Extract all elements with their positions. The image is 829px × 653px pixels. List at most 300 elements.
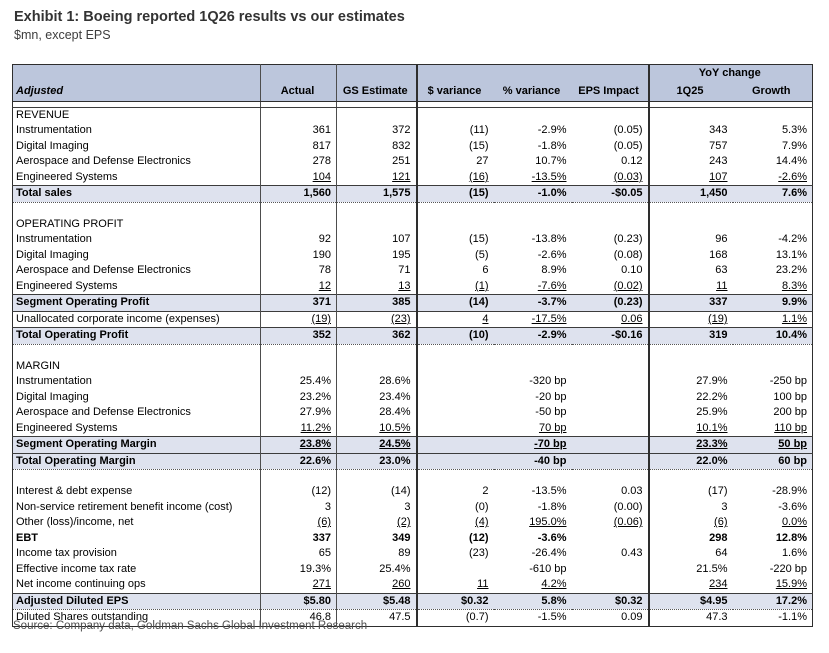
cell: -20 bp	[535, 390, 567, 403]
cell	[649, 344, 733, 359]
cell: 3	[261, 500, 337, 516]
cell: -13.8%	[531, 233, 567, 246]
cell: 28.4%	[337, 405, 417, 421]
row-label: Effective income tax rate	[13, 562, 261, 578]
cell: 361	[261, 123, 337, 139]
cell: 25.4%	[261, 374, 337, 390]
cell	[733, 344, 813, 359]
cell	[572, 374, 649, 390]
col-header-growth: Growth	[733, 83, 813, 101]
table-row	[13, 390, 813, 406]
cell: $0.32	[417, 593, 494, 610]
cell: 3	[337, 500, 417, 516]
title-block	[14, 8, 405, 44]
cell: $5.80	[261, 593, 337, 610]
cell: 1.6%	[781, 547, 808, 560]
cell: (14)	[337, 484, 417, 500]
row-label	[13, 344, 261, 359]
cell: 6	[482, 264, 489, 277]
cell	[572, 437, 649, 454]
cell: -610 bp	[529, 562, 567, 575]
page-title: Exhibit 1: Boeing reported 1Q26 results vs our estimates	[14, 9, 405, 25]
cell: -1.0%	[494, 186, 572, 203]
section-row	[13, 359, 813, 375]
col-header-actual: Actual	[261, 65, 337, 102]
cell: 0.06	[572, 311, 649, 328]
cell	[733, 202, 813, 217]
cell: -2.9%	[494, 328, 572, 345]
cell: 195.0%	[529, 516, 567, 529]
cell: 251	[337, 154, 417, 170]
cell	[261, 359, 337, 375]
cell: 5.8%	[494, 593, 572, 610]
spacer-row	[13, 202, 813, 217]
cell: (14)	[417, 295, 494, 312]
cell: $0.32	[572, 593, 649, 610]
cell: 4	[417, 311, 494, 328]
row-label: Aerospace and Defense Electronics	[13, 154, 261, 170]
cell	[572, 577, 649, 593]
cell	[572, 359, 649, 375]
row-label: Adjusted Diluted EPS	[13, 593, 261, 610]
cell: $5.48	[337, 593, 417, 610]
cell	[417, 359, 494, 375]
cell: 13	[337, 279, 417, 295]
cell: -320 bp	[529, 375, 567, 388]
cell: 757	[709, 139, 728, 152]
table-row	[13, 531, 813, 547]
row-label: Net income continuing ops	[13, 577, 261, 593]
cell: 385	[337, 295, 417, 312]
cell: (23)	[337, 311, 417, 328]
cell: 104	[261, 170, 337, 186]
cell: (0)	[475, 500, 489, 513]
cell: 9.9%	[733, 295, 813, 312]
cell: (19)	[261, 311, 337, 328]
cell: 100 bp	[773, 390, 808, 403]
cell: 23.4%	[337, 390, 417, 406]
cell: 60 bp	[733, 453, 813, 470]
cell: (6)	[714, 516, 728, 529]
cell: 27	[476, 155, 489, 168]
cell	[417, 374, 494, 390]
cell	[572, 217, 649, 233]
table-header	[13, 65, 813, 102]
cell: -2.9%	[537, 124, 567, 137]
cell: 0.43	[572, 546, 649, 562]
cell: (12)	[468, 531, 489, 544]
col-header-pct-variance: % variance	[494, 65, 572, 102]
cell	[261, 344, 337, 359]
cell: 0.0%	[781, 516, 808, 529]
row-label: Non-service retirement benefit income (cost)	[13, 500, 261, 516]
cell: 13.1%	[775, 248, 808, 261]
cell: 278	[261, 154, 337, 170]
cell	[337, 359, 417, 375]
cell: (0.03)	[572, 170, 649, 186]
cell	[733, 217, 813, 233]
table-row	[13, 186, 813, 203]
cell: 78	[261, 263, 337, 279]
cell: 21.5%	[696, 562, 728, 575]
cell: 372	[337, 123, 417, 139]
col-header-1q25: 1Q25	[649, 83, 733, 101]
cell: 22.2%	[696, 390, 728, 403]
table-row	[13, 123, 813, 139]
cell: (12)	[261, 484, 337, 500]
cell: -13.5%	[531, 485, 567, 498]
cell: 7.9%	[781, 139, 808, 152]
table-row	[13, 154, 813, 170]
cell	[649, 107, 733, 123]
cell: 7.6%	[733, 186, 813, 203]
cell: (5)	[475, 248, 489, 261]
table-row	[13, 405, 813, 421]
cell	[649, 470, 733, 485]
cell: 260	[337, 577, 417, 593]
cell: 89	[337, 546, 417, 562]
row-label: Total Operating Margin	[13, 453, 261, 470]
cell: 25.4%	[337, 562, 417, 578]
cell: 195	[337, 248, 417, 264]
col-header-adjusted: Adjusted	[13, 65, 261, 102]
cell: 0.12	[572, 154, 649, 170]
cell	[261, 470, 337, 485]
cell: -1.8%	[537, 500, 567, 513]
row-label: Digital Imaging	[13, 390, 261, 406]
cell: -13.5%	[531, 170, 567, 183]
cell: 28.6%	[337, 374, 417, 390]
cell	[572, 344, 649, 359]
cell: (0.06)	[572, 515, 649, 531]
table-body	[13, 101, 813, 626]
cell: 25.9%	[696, 406, 728, 419]
cell	[494, 359, 572, 375]
cell: 47.5	[337, 610, 417, 627]
table-row	[13, 437, 813, 454]
cell: 71	[337, 263, 417, 279]
cell: -1.1%	[778, 611, 808, 624]
cell: 23.2%	[261, 390, 337, 406]
cell: -3.6%	[537, 531, 567, 544]
row-label: Engineered Systems	[13, 421, 261, 437]
spacer-row	[13, 344, 813, 359]
cell	[572, 470, 649, 485]
row-label: Segment Operating Margin	[13, 437, 261, 454]
cell	[649, 217, 733, 233]
table-row	[13, 577, 813, 593]
cell	[572, 531, 649, 547]
table-row	[13, 263, 813, 279]
cell	[572, 453, 649, 470]
row-label: REVENUE	[13, 107, 261, 123]
row-label: Other (loss)/income, net	[13, 515, 261, 531]
cell	[417, 390, 494, 406]
cell: 23.2%	[775, 264, 808, 277]
page-subtitle: $mn, except EPS	[14, 28, 111, 42]
row-label: Digital Imaging	[13, 248, 261, 264]
cell: -3.7%	[494, 295, 572, 312]
cell: -$0.05	[572, 186, 649, 203]
row-label: Engineered Systems	[13, 170, 261, 186]
section-row	[13, 217, 813, 233]
cell: 12.8%	[775, 531, 808, 544]
cell: 1,560	[261, 186, 337, 203]
cell: 243	[709, 155, 728, 168]
cell: 23.8%	[261, 437, 337, 454]
cell: 15.9%	[775, 578, 808, 591]
cell: -3.6%	[778, 500, 808, 513]
cell: 11.2%	[261, 421, 337, 437]
row-label: Total sales	[13, 186, 261, 203]
cell	[261, 202, 337, 217]
cell	[261, 107, 337, 123]
cell: 110 bp	[774, 421, 808, 434]
cell: (15)	[468, 233, 489, 246]
cell: 0.10	[572, 263, 649, 279]
cell: 63	[715, 264, 728, 277]
row-label: MARGIN	[13, 359, 261, 375]
cell: (0.00)	[572, 500, 649, 516]
cell: 14.4%	[775, 155, 808, 168]
row-label	[13, 202, 261, 217]
row-label: Instrumentation	[13, 232, 261, 248]
cell	[572, 202, 649, 217]
cell: 8.9%	[541, 264, 567, 277]
row-label: Aerospace and Defense Electronics	[13, 263, 261, 279]
cell: 107	[337, 232, 417, 248]
table-row	[13, 593, 813, 610]
cell: 27.9%	[696, 375, 728, 388]
table-row	[13, 421, 813, 437]
row-label: Instrumentation	[13, 374, 261, 390]
cell: 92	[261, 232, 337, 248]
section-row	[13, 107, 813, 123]
cell: (0.02)	[572, 279, 649, 295]
cell	[572, 405, 649, 421]
cell: (2)	[337, 515, 417, 531]
row-label: Interest & debt expense	[13, 484, 261, 500]
table-row	[13, 328, 813, 345]
cell	[494, 202, 572, 217]
cell: 22.6%	[261, 453, 337, 470]
cell: 190	[261, 248, 337, 264]
cell: 23.0%	[337, 453, 417, 470]
cell	[649, 202, 733, 217]
cell: (15)	[468, 139, 489, 152]
cell	[494, 217, 572, 233]
cell	[337, 107, 417, 123]
cell: 1.1%	[733, 311, 813, 328]
cell: 817	[261, 139, 337, 155]
cell: 5.3%	[781, 124, 808, 137]
cell: 107	[709, 170, 728, 183]
cell: 349	[337, 531, 417, 547]
cell: (17)	[707, 485, 728, 498]
cell: (0.7)	[465, 611, 489, 624]
cell: -1.5%	[537, 611, 567, 624]
table-row	[13, 374, 813, 390]
cell: 64	[715, 547, 728, 560]
cell: -$0.16	[572, 328, 649, 345]
cell	[417, 217, 494, 233]
table-row	[13, 295, 813, 312]
table-row	[13, 139, 813, 155]
cell: (0.23)	[572, 232, 649, 248]
cell	[733, 359, 813, 375]
cell	[417, 405, 494, 421]
cell: 2	[482, 485, 489, 498]
cell: (23)	[468, 547, 489, 560]
row-label: Unallocated corporate income (expenses)	[13, 311, 261, 328]
cell: 0.03	[572, 484, 649, 500]
table-row	[13, 279, 813, 295]
cell: 96	[715, 233, 728, 246]
cell: (0.08)	[572, 248, 649, 264]
cell: 271	[261, 577, 337, 593]
cell	[649, 359, 733, 375]
cell: 19.3%	[261, 562, 337, 578]
cell	[494, 344, 572, 359]
table-row	[13, 500, 813, 516]
row-label: Digital Imaging	[13, 139, 261, 155]
source-note: Source: Company data, Goldman Sachs Global Investment Research	[13, 620, 368, 632]
cell: 12	[261, 279, 337, 295]
table-row	[13, 453, 813, 470]
col-header-dollar-variance: $ variance	[417, 65, 494, 102]
cell: (0.05)	[572, 139, 649, 155]
cell: -250 bp	[769, 375, 808, 388]
cell: 27.9%	[261, 405, 337, 421]
cell: (16)	[468, 170, 489, 183]
cell	[337, 470, 417, 485]
cell: -28.9%	[772, 485, 808, 498]
row-label: Instrumentation	[13, 123, 261, 139]
cell: 234	[709, 578, 728, 591]
cell	[733, 470, 813, 485]
cell: 8.3%	[781, 279, 808, 292]
cell: 371	[261, 295, 337, 312]
cell: 65	[261, 546, 337, 562]
cell: (11)	[469, 124, 489, 137]
row-label: Income tax provision	[13, 546, 261, 562]
cell: -70 bp	[494, 437, 572, 454]
row-label: EBT	[13, 531, 261, 547]
cell: -220 bp	[769, 562, 808, 575]
cell: -4.2%	[778, 233, 808, 246]
row-label: Segment Operating Profit	[13, 295, 261, 312]
cell: -1.8%	[537, 139, 567, 152]
cell: 11	[716, 279, 728, 292]
row-label: Diluted Shares outstanding	[13, 610, 261, 627]
cell: 11	[477, 578, 489, 591]
cell: 47.3	[706, 611, 728, 624]
table-row	[13, 311, 813, 328]
cell: 121	[337, 170, 417, 186]
cell	[337, 344, 417, 359]
cell	[572, 390, 649, 406]
row-label: Total Operating Profit	[13, 328, 261, 345]
cell: (15)	[417, 186, 494, 203]
cell: 337	[261, 531, 337, 547]
cell	[572, 107, 649, 123]
cell: 24.5%	[337, 437, 417, 454]
cell	[572, 421, 649, 437]
cell: 343	[709, 124, 728, 137]
cell	[337, 202, 417, 217]
cell: 17.2%	[733, 593, 813, 610]
cell: 200 bp	[773, 406, 808, 419]
cell: 10.1%	[696, 421, 728, 434]
cell: 1,450	[649, 186, 733, 203]
cell	[572, 562, 649, 578]
cell: -17.5%	[494, 311, 572, 328]
cell: -50 bp	[535, 406, 567, 419]
col-header-eps-impact: EPS Impact	[572, 65, 649, 102]
cell: (0.05)	[572, 123, 649, 139]
cell: 1,575	[337, 186, 417, 203]
spacer-row	[13, 470, 813, 485]
cell: 10.4%	[733, 328, 813, 345]
cell: 70 bp	[538, 421, 567, 434]
row-label: Engineered Systems	[13, 279, 261, 295]
cell: (6)	[261, 515, 337, 531]
cell	[417, 421, 494, 437]
cell: 352	[261, 328, 337, 345]
cell	[417, 470, 494, 485]
row-label: Aerospace and Defense Electronics	[13, 405, 261, 421]
cell: (1)	[475, 279, 489, 292]
cell: 0.09	[572, 610, 649, 627]
table-row	[13, 170, 813, 186]
cell	[417, 437, 494, 454]
table-row	[13, 484, 813, 500]
cell: 46.8	[261, 610, 337, 627]
cell: -2.6%	[778, 170, 808, 183]
cell: 50 bp	[733, 437, 813, 454]
table-row	[13, 515, 813, 531]
cell	[417, 107, 494, 123]
col-header-gs-estimate: GS Estimate	[337, 65, 417, 102]
cell	[417, 202, 494, 217]
cell	[494, 470, 572, 485]
cell: -7.6%	[537, 279, 567, 292]
row-label	[13, 470, 261, 485]
cell	[494, 107, 572, 123]
cell: -26.4%	[531, 547, 567, 560]
cell	[337, 217, 417, 233]
cell: 168	[709, 248, 728, 261]
table-row	[13, 562, 813, 578]
cell: -40 bp	[494, 453, 572, 470]
cell	[417, 344, 494, 359]
cell: (0.23)	[572, 295, 649, 312]
table-row	[13, 232, 813, 248]
cell: 362	[337, 328, 417, 345]
cell	[261, 217, 337, 233]
cell	[417, 453, 494, 470]
table-row	[13, 248, 813, 264]
results-table	[12, 64, 813, 627]
col-group-yoy-change: YoY change	[649, 65, 813, 84]
cell: 3	[721, 500, 728, 513]
cell: $4.95	[649, 593, 733, 610]
cell: 298	[709, 531, 728, 544]
cell: 22.0%	[649, 453, 733, 470]
cell: 832	[337, 139, 417, 155]
cell: 4.2%	[541, 578, 567, 591]
cell: 10.7%	[535, 155, 567, 168]
